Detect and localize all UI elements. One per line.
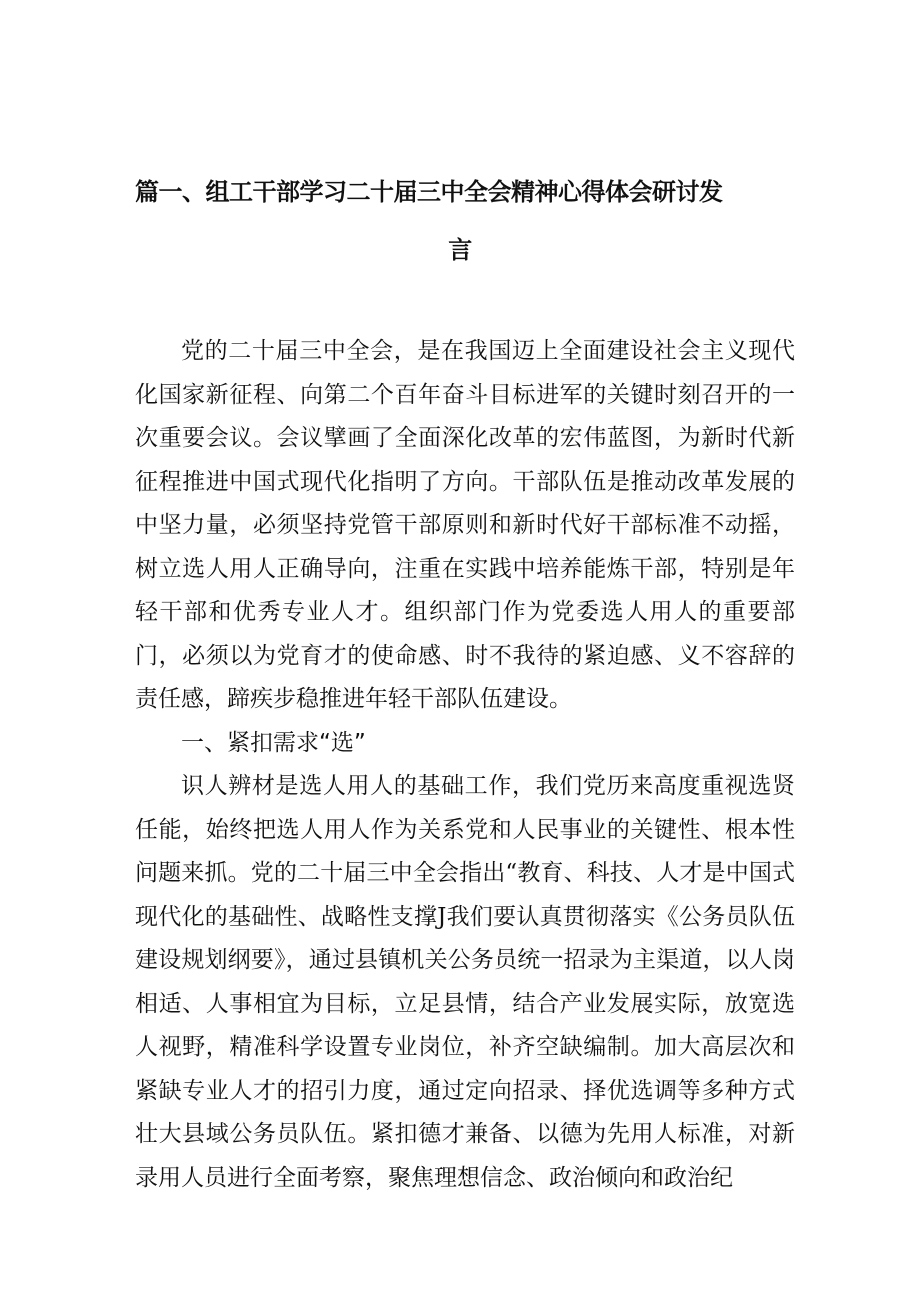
section-heading-1: 一、紧扣需求“选” [181,729,366,756]
paragraph-section-1: 识人辨材是选人用人的基础工作，我们党历来高度重视选贤任能，始终把选人用人作为关系党和人民事业的关键性、根本性问题来抓。党的二十届三中全会指出“教育、科技、人才是中国式现代化的基础性、战略性支撑J我们要认真贯彻落实《公务员队伍建设规划纲要》，通过县镇机关公务员统一招录为主渠道，以人岗相适、人事相宜为目标，立足县情，结合产业发展实际，放宽选人视野，精准科学设置专业岗位，补齐空缺编制。加大高层次和紧缺专业人才的招引力度，通过定向招录、择优选调等多种方式壮大县域公务员队伍。紧扣德才兼备、以德为先用人标准，对新录用人员进行全面考察，聚焦理想信念、政治倾向和政治纪 [135,773,795,1191]
document-body [135,330,795,1200]
document-title-line-1: 篇一、组工干部学习二十届三中全会精神心得体会研讨发 [135,178,723,206]
document-title-line-2: 言 [448,236,472,264]
paragraph-intro: 党的二十届三中全会，是在我国迈上全面建设社会主义现代化国家新征程、向第二个百年奋斗目标进军的关键时刻召开的一次重要会议。会议擘画了全面深化改革的宏伟蓝图，为新时代新征程推进中国式现代化指明了方向。干部队伍是推动改革发展的中坚力量，必须坚持党管干部原则和新时代好干部标准不动摇，树立选人用人正确导向，注重在实践中培养能炼干部，特别是年轻干部和优秀专业人才。组织部门作为党委选人用人的重要部门，必须以为党育才的使命感、时不我待的紧迫感、义不容辞的责任感，蹄疾步稳推进年轻干部队伍建设。 [135,338,795,712]
